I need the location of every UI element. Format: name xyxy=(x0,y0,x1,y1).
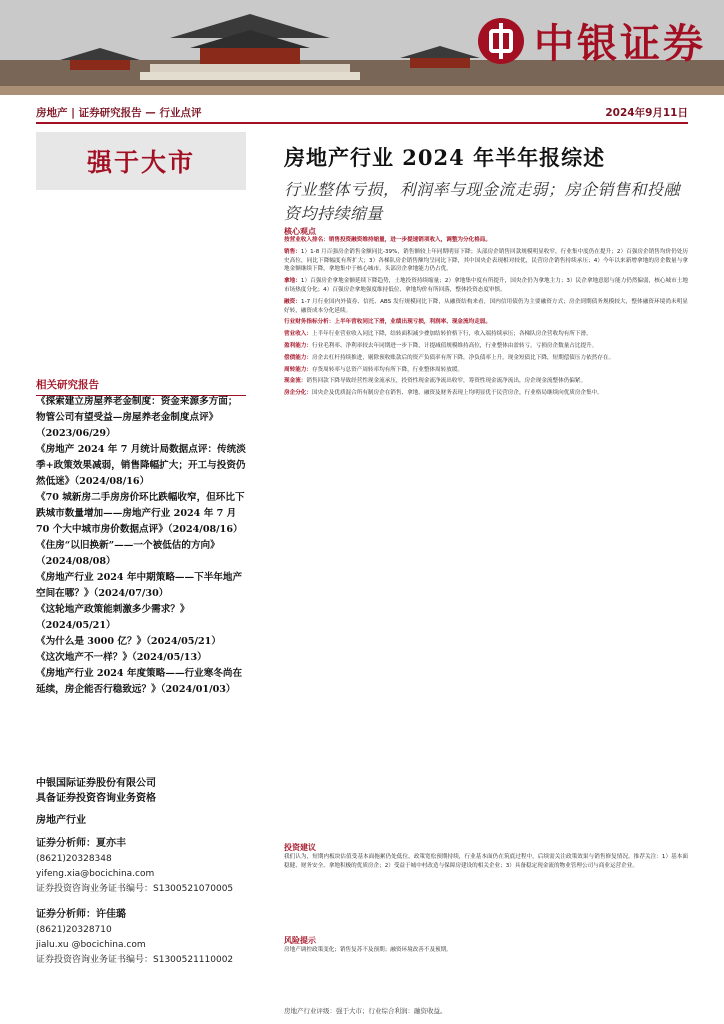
analyst-label: 证券分析师： xyxy=(36,909,96,920)
analyst-list xyxy=(36,836,246,968)
sector-label: 房地产行业 xyxy=(36,815,86,826)
risk-body xyxy=(284,946,688,976)
paragraph-lead: 行业财务指标分析：上半年营收同比下滑，业绩出现亏损，利润率、现金流均走弱。 xyxy=(284,319,491,326)
body-paragraph xyxy=(284,236,688,245)
report-header-strip xyxy=(36,104,688,120)
paragraph-lead: 按营业收入排名：销售投资融资维持缩量，进一步提速销项收入，调整为分化格局。 xyxy=(284,237,491,243)
paragraph-text: 1）1-8 月百强房企销售金额同比-39%，销售额较上年同期明显下降；头部房企销售回款规模明显收窄，行业集中度仍在提升；2）百强房企销售均价仍处历史高位，同比下降幅度有所扩大；3）各梯队房企销售额均呈同比下降，其中国央企表现相对较优，民营房企销售持续承压；4）今年以来新增拿地的房企数量与拿地金额继续下降，拿地集中于核心城市，头部房企拿地能力仍占优。 xyxy=(284,248,688,273)
analyst-card xyxy=(36,836,246,897)
body-paragraph xyxy=(284,354,688,363)
related-report-item: 《这轮地产政策能刺激多少需求？》（2024/05/21） xyxy=(36,604,190,631)
report-subtitle: 行业整体亏损，利润率与现金流走弱；房企销售和投融资均持续缩量 xyxy=(284,180,681,223)
analyst-label: 证券分析师： xyxy=(36,838,96,849)
paragraph-lead: 销售： xyxy=(284,248,301,255)
body-paragraph xyxy=(284,330,688,339)
analyst-name: 许佳璐 xyxy=(96,909,126,920)
paragraph-text: 行业毛利率、净利率较去年同期进一步下降，计提减值规模维持高位，行业整体由盈转亏，亏损房企数量占比提升。 xyxy=(311,342,598,349)
paragraph-text: 存货周转率与总资产周转率均有所下降，行业整体周转放缓。 xyxy=(311,366,464,373)
header-divider xyxy=(36,122,688,124)
related-reports-list xyxy=(36,394,246,698)
body-paragraph xyxy=(284,277,688,295)
industry-rating: 强于大市 xyxy=(86,148,195,177)
paragraph-text: 房企去杠杆持续推进，剔除预收账款后的资产负债率有所下降，净负债率上升，现金短债比下降，短期偿债压力依然存在。 xyxy=(311,354,615,361)
left-column xyxy=(36,132,246,190)
analyst-cert: 证券投资咨询业务证书编号：S1300521110002 xyxy=(36,955,234,965)
report-title: 房地产行业 2024 年半年报综述 xyxy=(284,145,606,170)
related-report-item: 《房地产行业 2024 年中期策略——下半年地产空间在哪？》（2024/07/30） xyxy=(36,572,243,599)
body-paragraph xyxy=(284,377,688,386)
paragraph-lead: 营业收入： xyxy=(284,331,312,338)
paragraph-lead: 偿债能力： xyxy=(284,354,312,361)
analyst-cert: 证券投资咨询业务证书编号：S1300521070005 xyxy=(36,884,234,894)
analyst-card xyxy=(36,907,246,968)
related-report-item: 《房地产行业 2024 年度策略——行业寒冬尚在延续，房企能否行稳致远？》（2024/01/03） xyxy=(36,668,243,695)
analyst-phone: (8621)20328710 xyxy=(36,925,112,935)
report-date: 2024年9月11日 xyxy=(605,106,688,119)
analyst-email[interactable]: yifeng.xia@bocichina.com xyxy=(36,869,155,879)
paragraph-lead: 拿地： xyxy=(284,278,301,285)
section-risk: 风险提示 xyxy=(284,936,316,945)
related-report-item: 《这次地产不一样？》（2024/05/13） xyxy=(36,652,207,663)
related-report-item: 《为什么是 3000 亿？》（2024/05/21） xyxy=(36,636,221,647)
section-investment: 投资建议 xyxy=(284,843,316,852)
paragraph-text: 销售回款下降导致经营性现金流承压，投资性现金流净流出收窄，筹资性现金流净流出，房企现金流整体仍偏紧。 xyxy=(306,378,587,385)
investment-body xyxy=(284,853,688,925)
body-paragraph xyxy=(284,853,688,871)
core-view-body xyxy=(284,236,688,836)
section-core-view: 核心观点 xyxy=(284,227,316,236)
body-paragraph xyxy=(284,318,688,327)
boc-logo-icon xyxy=(478,18,524,64)
related-report-item: 《房地产 2024 年 7 月统计局数据点评：传统淡季+政策效果减弱，销售降幅扩大；开工与投资仍然低迷》（2024/08/16） xyxy=(36,444,246,487)
related-report-item: 《探索建立房屋养老金制度：资金来源多方面；物管公司有望受益—房屋养老金制度点评》（2023/06/29） xyxy=(36,396,238,439)
body-paragraph xyxy=(284,366,688,375)
brand xyxy=(478,12,706,69)
company-name: 中银国际证券股份有限公司 xyxy=(36,778,156,789)
body-paragraph xyxy=(284,298,688,316)
rating-box xyxy=(36,132,246,190)
paragraph-lead: 现金流： xyxy=(284,378,307,385)
company-qualification: 具备证券投资咨询业务资格 xyxy=(36,793,156,804)
analyst-email[interactable]: jialu.xu @bocichina.com xyxy=(36,940,146,950)
paragraph-lead: 房企分化： xyxy=(284,390,312,397)
brand-name: 中银证券 xyxy=(534,21,706,67)
body-paragraph xyxy=(284,389,688,398)
paragraph-text: 国央企及优质混合所有制房企在销售、拿地、融资及财务表现上均明显优于民营房企，行业格局继续向优质房企集中。 xyxy=(311,390,603,397)
footer-note: 房地产行业评级：强于大市；行业综合利润：融资收益。 xyxy=(284,1007,447,1015)
company-info xyxy=(36,776,246,806)
paragraph-text: 我们认为，短期内板块估值受基本面拖累仍处低位，政策宽松预期持续，行业基本面仍在筑底过程中，后续需关注政策效果与销售修复情况。推荐关注：1）基本面稳健、财务安全、拿地积极的优质房企；2）受益于城中村改造与保障房建设的相关企业；3）具备稳定现金流的物业管理公司与商业运营企业。 xyxy=(284,854,688,869)
analyst-name: 夏亦丰 xyxy=(96,838,126,849)
breadcrumb: 房地产 | 证券研究报告 — 行业点评 xyxy=(36,106,202,119)
paragraph-text: 1-7 月行业国内外债券、信托、ABS 发行规模同比下降，从融资结构来看，国内信用债仍为主要融资方式；房企到期债务规模较大，整体融资环境尚未明显好转，融资成本分化延续。 xyxy=(284,298,688,314)
related-report-item: 《70 城新房二手房房价环比跌幅收窄，但环比下跌城市数量增加——房地产行业 2024 年 7 月 70 个大中城市房价数据点评》（2024/08/16） xyxy=(36,492,245,535)
body-paragraph xyxy=(284,342,688,351)
paragraph-text: 房地产调控政策变化；销售复苏不及预期；融资环境改善不及预期。 xyxy=(284,947,452,953)
paragraph-text: 1）百强房企拿地金额延续下降趋势，土地投资持续缩量；2）拿地集中度有所提升，国央企仍为拿地主力；3）民企拿地意愿与能力仍然偏弱，核心城市土地市场热度分化；4）百强房企拿地强度维持低位，拿地均价有所回落，整体投资态度审慎。 xyxy=(284,278,688,293)
paragraph-text: 上半年行业营业收入同比下降，结转面积减少叠加结转价格下行，收入端持续承压；各梯队房企营收均有所下滑。 xyxy=(311,331,592,338)
paragraph-lead: 周转能力： xyxy=(284,366,312,373)
paragraph-lead: 盈利能力： xyxy=(284,342,312,349)
related-reports-title: 相关研究报告 xyxy=(36,377,246,396)
paragraph-lead: 融资： xyxy=(284,298,302,305)
body-paragraph xyxy=(284,946,688,955)
body-paragraph xyxy=(284,248,688,274)
header-banner xyxy=(0,0,724,95)
related-report-item: 《住房“以旧换新”——一个被低估的方向》（2024/08/08） xyxy=(36,540,220,567)
analyst-phone: (8621)20328348 xyxy=(36,854,112,864)
